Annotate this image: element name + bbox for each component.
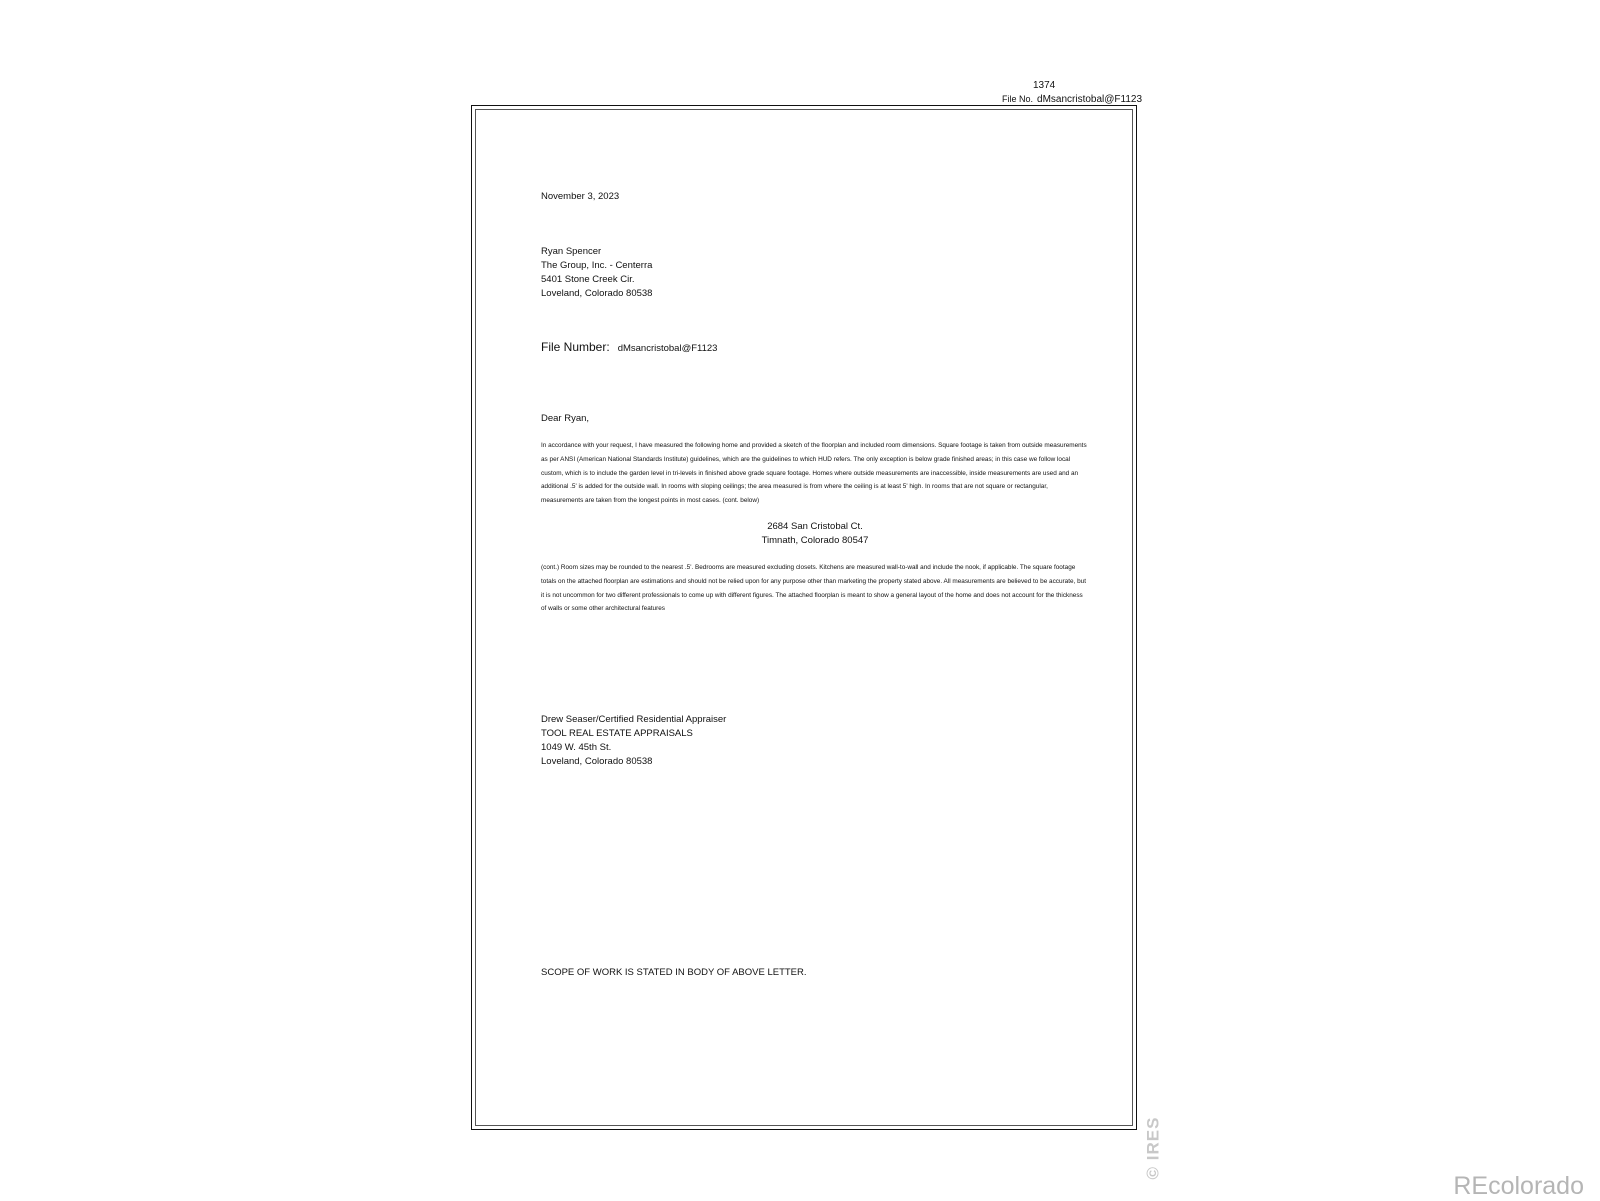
recipient-address [541,245,652,301]
recipient-name: Ryan Spencer [541,246,602,257]
ires-watermark-text: © IRES [1143,1116,1162,1180]
property-street: 2684 San Cristobal Ct. [767,521,863,532]
body-paragraph-1: In accordance with your request, I have measured the following home and provided a sketch of the floorplan and included room dimensions. Square footage is taken from outside measurements as per ANSI (American National Standards Institute) guidelines, which are the guidelines to which HUD refers. The only exception is below grade finished areas; in this case we follow local custom, which is to include the garden level in tri-levels in finished above grade square footage. Homes where outside measurements are inaccessible, inside measurements are used and an additional .5' is added for the outside wall. In rooms with sloping ceilings; the area measured is from where the ceiling is at least 5' high. In rooms that are not square or rectangular, measurements are taken from the longest points in most cases. (cont. below) [541,442,1087,505]
file-no-label: File No. [1002,94,1034,104]
ires-watermark [1138,1110,1168,1186]
signer-name: Drew Seaser/Certified Residential Appraiser [541,714,727,725]
signer-company: TOOL REAL ESTATE APPRAISALS [541,728,693,739]
property-address [541,520,1089,548]
scope-statement: SCOPE OF WORK IS STATED IN BODY OF ABOVE LETTER. [541,967,807,978]
recolorado-watermark: REcolorado [1453,1172,1584,1200]
file-no-header [1002,94,1142,105]
recipient-street: 5401 Stone Creek Cir. [541,274,635,285]
recipient-company: The Group, Inc. - Centerra [541,260,653,271]
file-number-label: File Number: [541,340,610,354]
file-number-value: dMsancristobal@F1123 [617,343,718,354]
salutation: Dear Ryan, [541,413,590,424]
signer-street: 1049 W. 45th St. [541,742,612,753]
property-city: Timnath, Colorado 80547 [761,535,869,546]
signature-block [541,713,726,769]
letter-date: November 3, 2023 [541,191,620,202]
signer-city: Loveland, Colorado 80538 [541,756,653,767]
page-number: 1374 [1033,80,1056,91]
file-number-line [541,338,717,356]
body-paragraph-2: (cont.) Room sizes may be rounded to the nearest .5'. Bedrooms are measured excluding closets. Kitchens are measured wall-to-wall and include the nook, if applicable. The square footage totals on the attached floorplan are estimations and should not be relied upon for any purpose other than marketing the property stated above. All measurements are believed to be accurate, but it is not uncommon for two different professionals to come up with different figures. The attached floorplan is meant to show a general layout of the home and does not account for the thickness of walls or some other architectural features [541,564,1086,613]
recipient-city: Loveland, Colorado 80538 [541,288,653,299]
file-no-value: dMsancristobal@F1123 [1037,94,1143,105]
